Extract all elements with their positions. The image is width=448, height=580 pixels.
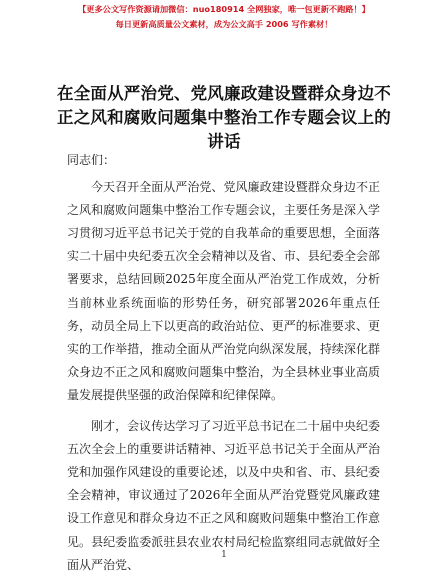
greeting: 同志们： — [67, 153, 116, 167]
document-body — [67, 149, 380, 577]
promo-line-1: 【更多公文写作资源请加微信：nuo180914 全网独家，唯一包更新不跑路！】 — [78, 4, 370, 14]
promo-line-2: 每日更新高质量公文素材，成为公文高手 2006 写作素材！ — [115, 19, 333, 29]
document-title: 在全面从严治党、党风廉政建设暨群众身边不正之风和腐败问题集中整治工作专题会议上的讲话 — [57, 84, 391, 151]
page-number: 1 — [221, 550, 227, 560]
promo-banner — [40, 3, 408, 31]
paragraph-2: 刚才，会议传达学习了习近平总书记在二十届中央纪委五次全会上的重要讲话精神、习近平总书记关于全面从严治党和加强作风建设的重要论述，以及中央和省、市、县纪委全会精神，审议通过了2026年全面从严治党暨党风廉政建设工作意见和群众身边不正之风和腐败问题集中整治工作意见。县纪委监委派驻县农业农村局纪检监察组同志就做好全面从严治党、 — [67, 419, 380, 572]
paragraph-1: 今天召开全面从严治党、党风廉政建设暨群众身边不正之风和腐败问题集中整治工作专题会议，主要任务是深入学习贯彻习近平总书记关于党的自我革命的重要思想，全面落实二十届中央纪委五次全会精神以及省、市、县纪委全会部署要求，总结回顾2025年度全面从严治党工作成效，分析当前林业系统面临的形势任务，研究部署2026年重点任务，动员全局上下以更高的政治站位、更严的标准要求、更实的工作举措，推动全面从严治党向纵深发展，持续深化群众身边不正之风和腐败问题集中整治，为全县林业事业高质量发展提供坚强的政治保障和纪律保障。 — [67, 180, 380, 402]
